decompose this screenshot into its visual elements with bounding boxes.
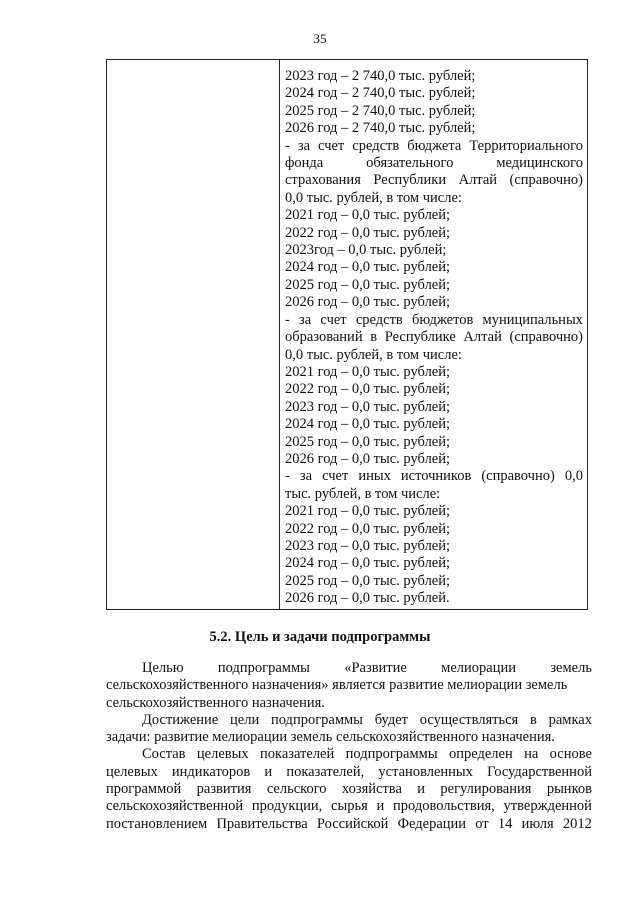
table-line <box>285 329 583 346</box>
table-line: 2021 год – 0,0 тыс. рублей; <box>285 363 451 380</box>
table-line: 2023год – 0,0 тыс. рублей; <box>285 242 447 259</box>
body-word: установленных <box>378 763 473 780</box>
table-word: Республики <box>373 172 447 189</box>
body-line <box>106 712 592 729</box>
body-word: сырья <box>331 798 368 815</box>
table-word: образований <box>285 329 363 346</box>
table-word: - <box>285 468 290 485</box>
table-line: 0,0 тыс. рублей, в том числе: <box>285 346 462 363</box>
body-word: июля <box>521 815 554 832</box>
section-body <box>106 660 592 833</box>
table-line: 2025 год – 2 740,0 тыс. рублей; <box>285 102 476 119</box>
table-word: - <box>285 311 290 328</box>
body-word: основе <box>549 746 592 763</box>
table-word: страхования <box>285 172 361 189</box>
table-word: счет <box>320 311 347 328</box>
table-line: 2024 год – 2 740,0 тыс. рублей; <box>285 85 476 102</box>
table-word: фонда <box>285 155 324 172</box>
table-line: 2024 год – 0,0 тыс. рублей; <box>285 555 451 572</box>
body-word: подпрограммы <box>270 711 363 728</box>
body-word: 14 <box>497 815 513 832</box>
body-word: Состав <box>142 746 186 763</box>
body-line <box>106 764 592 781</box>
table-word: 0,0 <box>564 468 583 485</box>
body-word: программой <box>106 781 182 798</box>
body-word: будет <box>374 711 408 728</box>
body-word: «Развитие <box>344 660 407 676</box>
table-line: 2023 год – 2 740,0 тыс. рублей; <box>285 68 476 84</box>
body-word: Федерации <box>397 815 467 832</box>
body-word: в <box>529 711 537 728</box>
body-word: Правительства <box>216 815 308 832</box>
body-line: задачи: развитие мелиорации земель сельскохозяйственного назначения. <box>106 729 555 746</box>
body-word: целевых <box>196 746 249 763</box>
table-word: за <box>299 311 312 328</box>
table-word: средств <box>352 137 400 154</box>
table-line: 2022 год – 0,0 тыс. рублей; <box>285 520 451 537</box>
table-word: счет <box>322 468 349 485</box>
page-number: 35 <box>313 31 327 46</box>
body-word: Российской <box>316 815 389 832</box>
table-line <box>285 172 583 189</box>
table-word: Алтай <box>458 172 498 189</box>
body-word: Государственной <box>487 763 592 780</box>
body-line <box>106 816 592 833</box>
table-line: 2025 год – 0,0 тыс. рублей; <box>285 276 451 293</box>
body-line <box>106 746 592 763</box>
body-line <box>106 781 592 798</box>
body-line: сельскохозяйственного назначения. <box>106 694 325 711</box>
table-left-cell <box>107 60 280 609</box>
body-word: целевых <box>106 763 158 780</box>
table-line: 2024 год – 0,0 тыс. рублей; <box>285 416 451 433</box>
table-line: 2021 год – 0,0 тыс. рублей; <box>285 503 451 520</box>
body-word: сельского <box>266 781 327 798</box>
table-word: (справочно) <box>509 329 583 346</box>
body-word: осуществляться <box>419 711 519 728</box>
table-line: 2026 год – 0,0 тыс. рублей; <box>285 450 451 467</box>
table-word: (справочно) <box>509 172 583 189</box>
body-line <box>106 798 592 815</box>
section-heading: 5.2. Цель и задачи подпрограммы <box>209 629 431 645</box>
table-word: Алтай <box>463 329 502 346</box>
body-word: мелиорации <box>441 660 516 676</box>
body-word: утвержденной <box>503 798 592 815</box>
body-word: и <box>376 798 385 815</box>
table-word: иных <box>358 468 391 485</box>
body-word: цели <box>230 711 260 728</box>
table-line: 2023 год – 0,0 тыс. рублей; <box>285 537 451 554</box>
body-word: регулирования <box>440 781 532 798</box>
table-word: бюджетов <box>411 311 474 328</box>
body-word: Целью <box>142 660 184 676</box>
body-word: рынков <box>546 781 592 798</box>
table-line: 2022 год – 0,0 тыс. рублей; <box>285 224 451 241</box>
table-word: - <box>285 137 290 154</box>
table-line <box>285 312 583 329</box>
body-word: продовольствия, <box>392 798 495 815</box>
body-word: индикаторов <box>171 763 251 780</box>
table-line: 2026 год – 2 740,0 тыс. рублей; <box>285 120 476 137</box>
body-word: сельскохозяйственной <box>106 798 244 815</box>
body-word: земель <box>550 660 592 676</box>
table-word: медицинского <box>496 155 583 172</box>
table-line <box>285 138 583 155</box>
table-line: 2026 год – 0,0 тыс. рублей; <box>285 294 451 311</box>
body-word: подпрограммы <box>345 746 438 763</box>
table-word: за <box>299 468 313 485</box>
table-line: 2023 год – 0,0 тыс. рублей; <box>285 398 451 415</box>
table-word: счет <box>318 137 345 154</box>
body-word: показателей <box>259 746 335 763</box>
table-word: муниципальных <box>482 311 583 328</box>
body-word: определен <box>448 746 513 763</box>
table-line: 0,0 тыс. рублей, в том числе: <box>285 189 462 206</box>
table-word: за <box>297 137 311 154</box>
table-line: 2022 год – 0,0 тыс. рублей; <box>285 381 451 398</box>
table-line <box>285 155 583 172</box>
body-word: и <box>264 763 273 780</box>
body-word: от <box>475 815 489 832</box>
body-word: и <box>417 781 426 798</box>
table-word: бюджета <box>407 137 462 154</box>
body-word: 2012 <box>562 815 592 832</box>
body-line: сельскохозяйственного назначения» является развитие мелиорации земель <box>106 677 568 694</box>
body-word: подпрограммы <box>217 660 310 676</box>
body-line <box>106 660 592 677</box>
table-word: в <box>370 329 378 346</box>
body-word: постановлением <box>106 815 208 832</box>
body-word: показателей, <box>286 763 365 780</box>
table-word: (справочно) <box>481 468 555 485</box>
body-word: на <box>524 746 539 763</box>
table-word: источников <box>400 468 472 485</box>
table-line: 2026 год – 0,0 тыс. рублей. <box>285 590 450 607</box>
body-word: Достижение <box>142 711 219 728</box>
table-word: Территориального <box>469 137 583 154</box>
body-word: рамках <box>548 711 592 728</box>
table-word: средств <box>355 311 403 328</box>
table-line: 2025 год – 0,0 тыс. рублей; <box>285 433 451 450</box>
body-word: хозяйства <box>341 781 402 798</box>
table-line: 2025 год – 0,0 тыс. рублей; <box>285 572 451 589</box>
body-word: развития <box>196 781 252 798</box>
funding-table <box>106 59 588 610</box>
table-right-cell <box>280 60 587 609</box>
table-line: тыс. рублей, в том числе: <box>285 485 441 502</box>
table-line <box>285 468 583 485</box>
body-word: продукции, <box>251 798 323 815</box>
table-word: Республике <box>384 329 456 346</box>
table-line: 2021 год – 0,0 тыс. рублей; <box>285 207 451 224</box>
table-word: обязательного <box>366 155 454 172</box>
table-line: 2024 год – 0,0 тыс. рублей; <box>285 259 451 276</box>
